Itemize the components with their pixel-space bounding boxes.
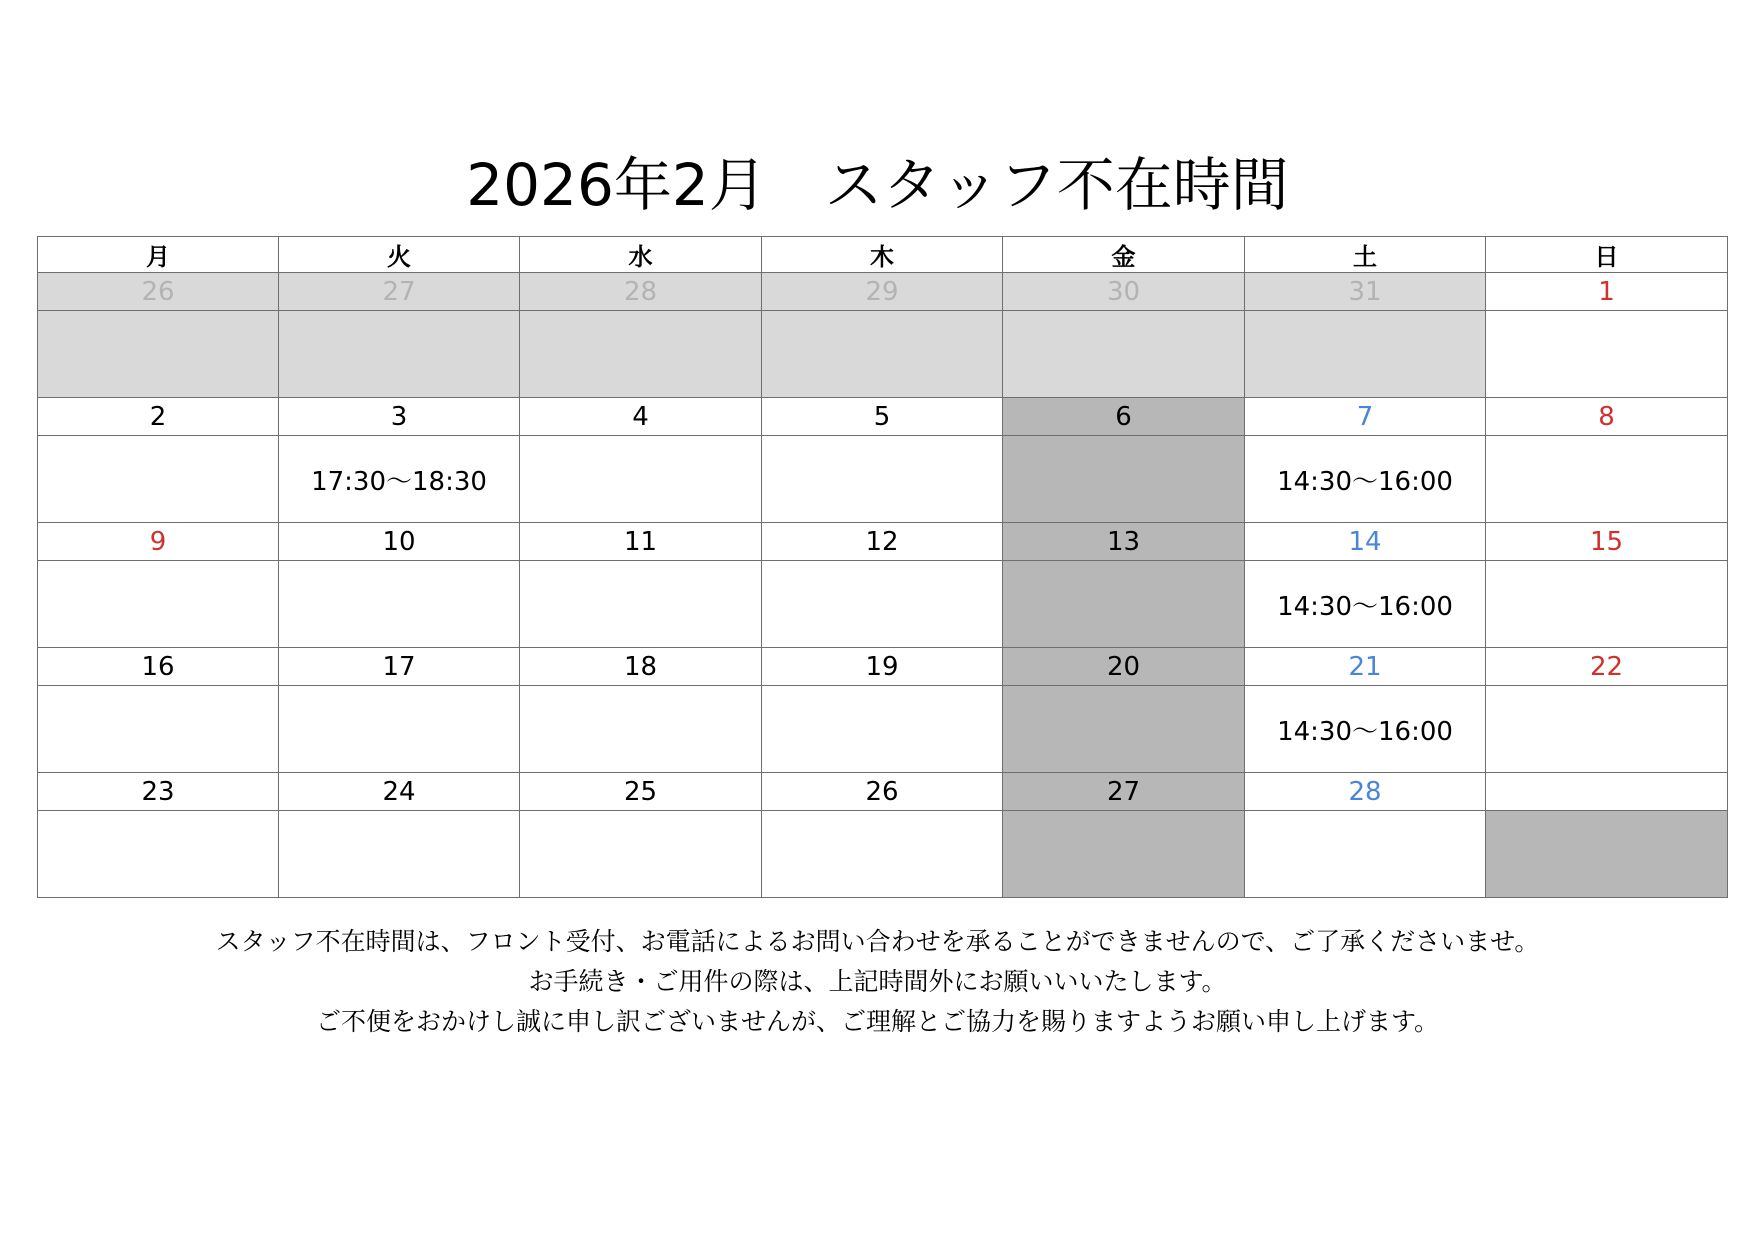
date-row bbox=[38, 648, 1728, 686]
date-row bbox=[38, 523, 1728, 561]
absence-cell bbox=[762, 811, 1003, 898]
absence-cell bbox=[1486, 811, 1728, 898]
day-number: 20 bbox=[1003, 648, 1245, 686]
absence-row bbox=[38, 311, 1728, 398]
day-number: 30 bbox=[1003, 273, 1245, 311]
day-number: 3 bbox=[279, 398, 520, 436]
absence-time: 17:30～18:30 bbox=[279, 436, 520, 523]
absence-time: 14:30～16:00 bbox=[1245, 436, 1486, 523]
day-number: 13 bbox=[1003, 523, 1245, 561]
notice-line-2: お手続き・ご用件の際は、上記時間外にお願いいいたします。 bbox=[528, 967, 1227, 996]
day-number: 9 bbox=[38, 523, 279, 561]
absence-cell bbox=[520, 561, 762, 648]
footer-notes bbox=[0, 922, 1755, 1042]
absence-row bbox=[38, 811, 1728, 898]
page-title: 2026年2月 スタッフ不在時間 bbox=[466, 151, 1289, 219]
absence-row bbox=[38, 686, 1728, 773]
day-number bbox=[1486, 773, 1728, 811]
day-number: 31 bbox=[1245, 273, 1486, 311]
day-number: 11 bbox=[520, 523, 762, 561]
absence-cell bbox=[38, 561, 279, 648]
date-row bbox=[38, 273, 1728, 311]
day-number: 18 bbox=[520, 648, 762, 686]
absence-row bbox=[38, 561, 1728, 648]
absence-cell bbox=[1003, 811, 1245, 898]
day-number: 22 bbox=[1486, 648, 1728, 686]
day-number: 1 bbox=[1486, 273, 1728, 311]
weekday-thu: 木 bbox=[762, 237, 1003, 273]
notice-line-1: スタッフ不在時間は、フロント受付、お電話によるお問い合わせを承ることができませんので、ご了承くださいませ。 bbox=[215, 927, 1540, 956]
absence-cell bbox=[762, 686, 1003, 773]
absence-cell bbox=[1245, 811, 1486, 898]
absence-cell bbox=[1486, 561, 1728, 648]
absence-cell bbox=[1486, 311, 1728, 398]
day-number: 26 bbox=[38, 273, 279, 311]
day-number: 29 bbox=[762, 273, 1003, 311]
absence-cell bbox=[762, 561, 1003, 648]
absence-cell bbox=[1003, 686, 1245, 773]
day-number: 5 bbox=[762, 398, 1003, 436]
day-number: 24 bbox=[279, 773, 520, 811]
day-number: 19 bbox=[762, 648, 1003, 686]
absence-cell bbox=[520, 311, 762, 398]
absence-cell bbox=[762, 311, 1003, 398]
absence-time: 14:30～16:00 bbox=[1245, 561, 1486, 648]
absence-cell bbox=[279, 561, 520, 648]
day-number: 25 bbox=[520, 773, 762, 811]
date-row bbox=[38, 773, 1728, 811]
absence-cell bbox=[1245, 311, 1486, 398]
day-number: 16 bbox=[38, 648, 279, 686]
absence-row bbox=[38, 436, 1728, 523]
day-number: 12 bbox=[762, 523, 1003, 561]
day-number: 26 bbox=[762, 773, 1003, 811]
day-number: 21 bbox=[1245, 648, 1486, 686]
absence-cell bbox=[279, 311, 520, 398]
absence-cell bbox=[520, 811, 762, 898]
calendar-table bbox=[37, 236, 1728, 898]
weekday-mon: 月 bbox=[38, 237, 279, 273]
notice-line-3: ご不便をおかけし誠に申し訳ございませんが、ご理解とご協力を賜りますようお願い申し上げます。 bbox=[315, 1007, 1439, 1036]
absence-cell bbox=[520, 436, 762, 523]
weekday-header-row bbox=[38, 237, 1728, 273]
day-number: 4 bbox=[520, 398, 762, 436]
weekday-sat: 土 bbox=[1245, 237, 1486, 273]
day-number: 2 bbox=[38, 398, 279, 436]
absence-cell bbox=[1003, 561, 1245, 648]
day-number: 28 bbox=[520, 273, 762, 311]
day-number: 6 bbox=[1003, 398, 1245, 436]
absence-cell bbox=[279, 811, 520, 898]
weekday-fri: 金 bbox=[1003, 237, 1245, 273]
absence-cell bbox=[38, 811, 279, 898]
day-number: 17 bbox=[279, 648, 520, 686]
absence-cell bbox=[1486, 436, 1728, 523]
day-number: 10 bbox=[279, 523, 520, 561]
day-number: 14 bbox=[1245, 523, 1486, 561]
weekday-wed: 水 bbox=[520, 237, 762, 273]
day-number: 15 bbox=[1486, 523, 1728, 561]
absence-cell bbox=[279, 686, 520, 773]
absence-cell bbox=[762, 436, 1003, 523]
day-number: 8 bbox=[1486, 398, 1728, 436]
day-number: 27 bbox=[1003, 773, 1245, 811]
day-number: 7 bbox=[1245, 398, 1486, 436]
absence-cell bbox=[38, 686, 279, 773]
absence-cell bbox=[1486, 686, 1728, 773]
day-number: 28 bbox=[1245, 773, 1486, 811]
day-number: 27 bbox=[279, 273, 520, 311]
absence-cell bbox=[1003, 436, 1245, 523]
absence-time: 14:30～16:00 bbox=[1245, 686, 1486, 773]
weekday-sun: 日 bbox=[1486, 237, 1728, 273]
date-row bbox=[38, 398, 1728, 436]
day-number: 23 bbox=[38, 773, 279, 811]
absence-cell bbox=[38, 311, 279, 398]
absence-cell bbox=[38, 436, 279, 523]
absence-cell bbox=[520, 686, 762, 773]
absence-cell bbox=[1003, 311, 1245, 398]
weekday-tue: 火 bbox=[279, 237, 520, 273]
